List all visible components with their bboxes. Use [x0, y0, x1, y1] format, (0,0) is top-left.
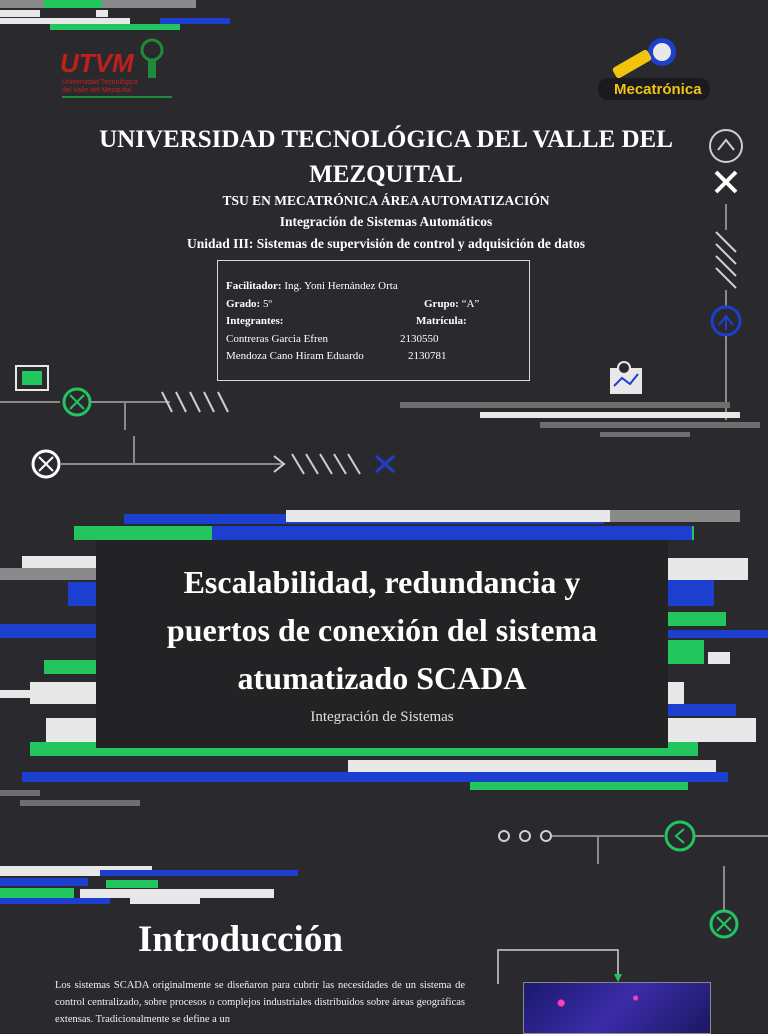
deco-bar: [480, 412, 740, 418]
deco-bar: [46, 718, 96, 742]
deco-bar: [0, 690, 30, 698]
grade-label: Grado:: [226, 297, 261, 310]
main-title-line: atumatizado SCADA: [237, 660, 527, 696]
deco-bar: [22, 772, 728, 782]
deco-bar: [0, 878, 88, 886]
left-arrow-icon: [666, 822, 694, 850]
member-id: 2130781: [408, 350, 447, 362]
course-name: Integración de Sistemas Automáticos: [279, 214, 493, 229]
deco-bar: [44, 660, 96, 674]
deco-bar: [0, 790, 40, 796]
deco-bar: [0, 888, 74, 898]
deco-bar: [106, 880, 158, 888]
deco-bar: [22, 556, 96, 568]
gear-icon: [710, 130, 742, 162]
deco-bar: [0, 898, 110, 904]
id-label: Matrícula:: [416, 315, 467, 327]
deco-bar: [80, 889, 274, 898]
utvm-logo: [58, 32, 176, 102]
deco-bar: [668, 704, 736, 716]
deco-bar: [668, 630, 768, 638]
facilitator-value: Ing. Yoni Hernández Orta: [281, 280, 398, 292]
deco-bar: [30, 682, 96, 704]
main-subtitle: Integración de Sistemas: [310, 709, 454, 725]
main-title-line: Escalabilidad, redundancia y: [183, 564, 581, 600]
deco-bar: [668, 640, 704, 664]
deco-bar: [668, 718, 756, 742]
circuit-board-image: [523, 982, 711, 1034]
deco-bar: [470, 782, 688, 790]
university-title: UNIVERSIDAD TECNOLÓGICA DEL VALLE DEL MEZQUITAL: [99, 126, 673, 188]
deco-bar: [212, 526, 692, 540]
svg-text:Universidad Tecnológica: Universidad Tecnológica: [62, 79, 138, 86]
intro-paragraph: Los sistemas SCADA originalmente se diseñaron para cubrir las necesidades de un sistema de control centralizado, sobre procesos o complejos industriales distribuidos sobre áreas geográficas extensas. Tradicionalmente se define a un: [55, 980, 465, 1025]
group-label: Grupo:: [424, 297, 459, 310]
deco-bar: [130, 898, 200, 904]
deco-bar: [400, 402, 730, 408]
member-id: 2130550: [400, 332, 439, 345]
grade-value: 5º: [260, 297, 272, 310]
deco-bar: [50, 24, 180, 30]
deco-bar: [540, 422, 760, 428]
unit-name: Unidad III: Sistemas de supervisión de control y adquisición de datos: [186, 236, 586, 251]
program-name: TSU EN MECATRÓNICA ÁREA AUTOMATIZACIÓN: [222, 193, 550, 208]
deco-bar: [668, 612, 726, 626]
deco-bar: [0, 568, 96, 580]
deco-bar: [96, 10, 108, 17]
member-name: Mendoza Cano Hiram Eduardo: [226, 350, 364, 362]
mecatronica-logo: [594, 32, 712, 106]
members-label: Integrantes:: [226, 315, 284, 327]
intro-heading: Introducción: [138, 919, 343, 960]
deco-bar: [668, 682, 684, 704]
group-value: “A”: [458, 297, 480, 310]
facilitator-label: Facilitador:: [226, 280, 282, 292]
deco-bar: [286, 510, 610, 522]
deco-bar: [20, 800, 140, 806]
deco-bar: [44, 0, 102, 8]
svg-text:UTVM: UTVM: [60, 48, 134, 78]
deco-bar: [68, 582, 96, 606]
main-title-line: puertos de conexión del sistema: [166, 612, 598, 648]
close-icon: [376, 456, 394, 472]
deco-bar: [100, 870, 298, 876]
deco-bar: [668, 558, 748, 580]
deco-bar: [348, 760, 716, 772]
deco-bar: [708, 652, 730, 664]
deco-bar: [668, 580, 714, 606]
member-name: Contreras Garcia Efren: [226, 332, 329, 345]
deco-bar: [0, 624, 96, 638]
main-title: [96, 558, 668, 702]
deco-bar: [600, 432, 690, 437]
deco-bar: [0, 10, 40, 17]
svg-text:Mecatrónica: Mecatrónica: [614, 81, 702, 98]
connector-line: [496, 944, 626, 984]
deco-bar: [610, 510, 740, 522]
close-icon: [716, 172, 736, 192]
svg-text:del Valle del Mezquital: del Valle del Mezquital: [62, 87, 132, 94]
